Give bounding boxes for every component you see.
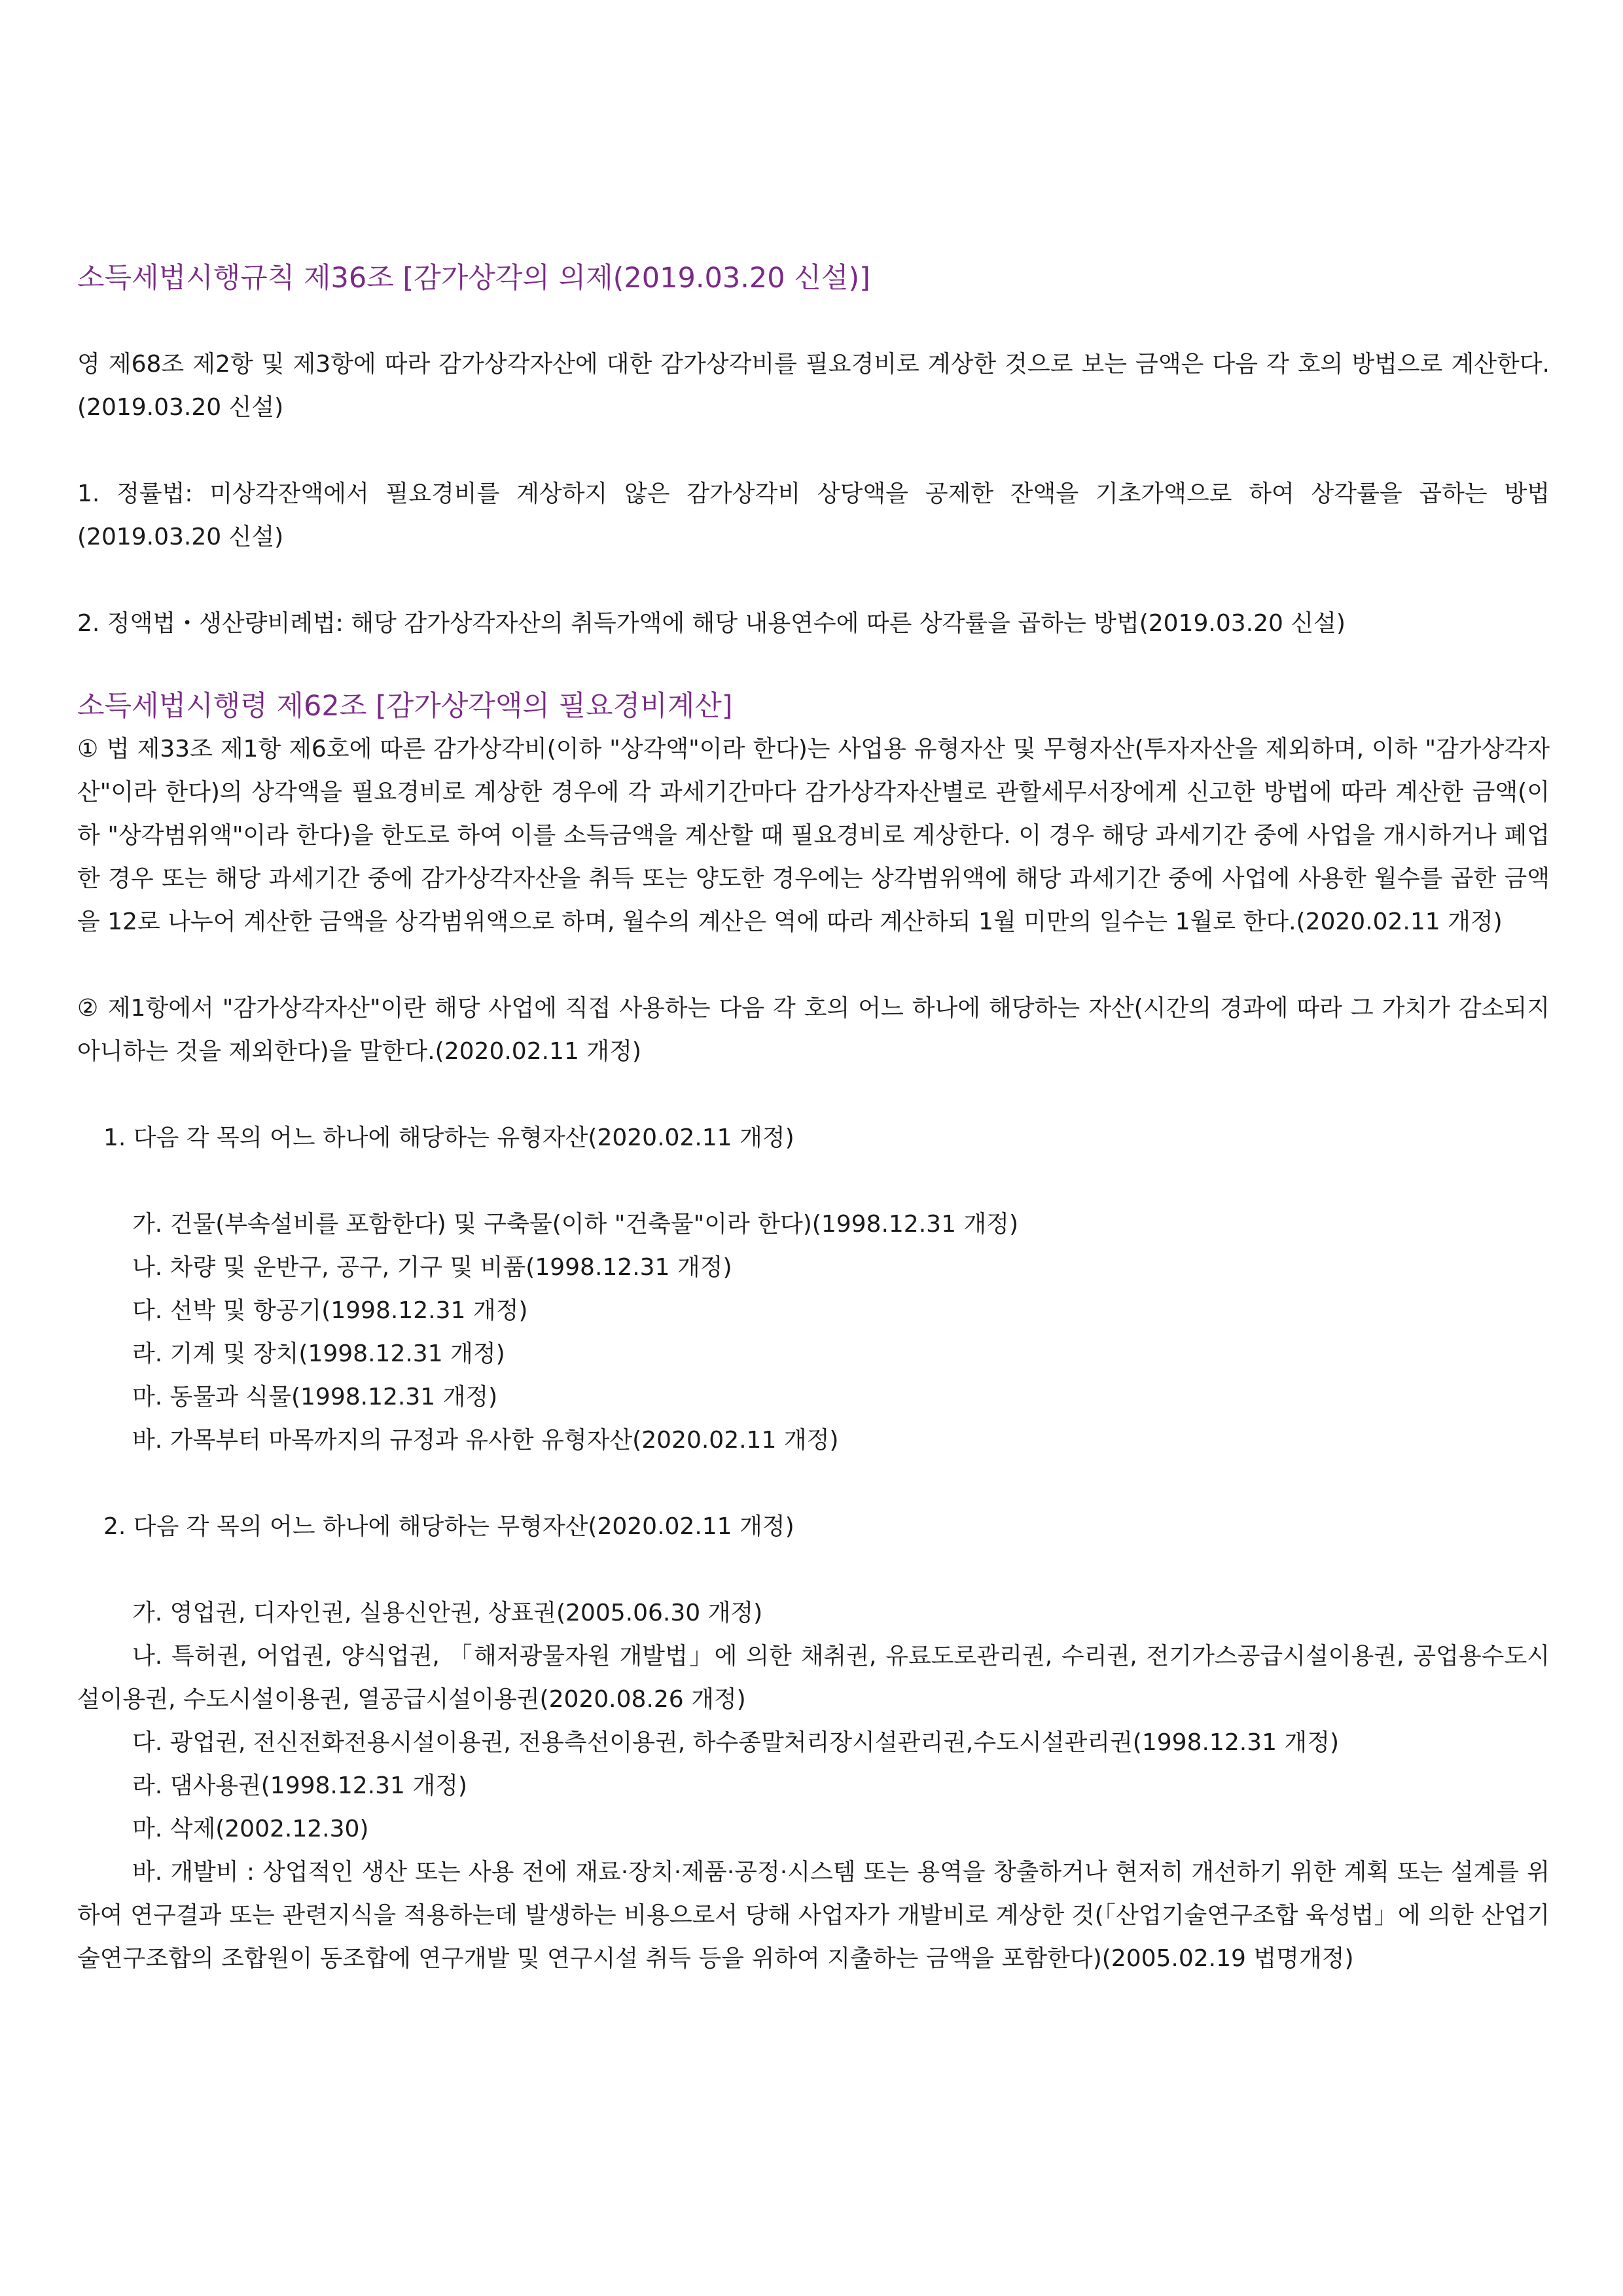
list-item: 다. 선박 및 항공기(1998.12.31 개정) (132, 1297, 528, 1324)
list-item: 라. 댐사용권(1998.12.31 개정) (132, 1772, 467, 1799)
list-item: 마. 삭제(2002.12.30) (132, 1816, 369, 1842)
list-item: 바. 개발비 : 상업적인 생산 또는 사용 전에 재료·장치·제품·공정·시스템 또는 용역을 창출하거나 현저히 개선하기 위한 계획 또는 설계를 위하여 연구결과 또는 관련지식을 적용하는데 발생하는 비용으로서 당해 사업자가 개발비로 계상한 것(「산업기술연구조합 육성법」에 의한 산업기술연구조합의 조합원이 동조합에 연구개발 및 연구시설 취득 등을 위하여 지출하는 금액을 포함한다)(2005.02.19 법명개정) (77, 1859, 1550, 1972)
section-heading-decree-62: 소득세법시행령 제62조 [감가상각액의 필요경비계산] (77, 690, 733, 723)
paragraph-declining-balance: 1. 정률법: 미상각잔액에서 필요경비를 계상하지 않은 감가상각비 상당액을 공제한 잔액을 기초가액으로 하여 상각률을 곱하는 방법(2019.03.20 신설) (77, 480, 1550, 550)
list-item: 가. 영업권, 디자인권, 실용신안권, 상표권(2005.06.30 개정) (132, 1600, 763, 1626)
paragraph-straight-line: 2. 정액법・생산량비례법: 해당 감가상각자산의 취득가액에 해당 내용연수에 따른 상각률을 곱하는 방법(2019.03.20 신설) (77, 610, 1346, 637)
list-item: 나. 특허권, 어업권, 양식업권, 「해저광물자원 개발법」에 의한 채취권, 유료도로관리권, 수리권, 전기가스공급시설이용권, 공업용수도시설이용권, 수도시설이용권, 열공급시설이용권(2020.08.26 개정) (77, 1643, 1550, 1713)
item-tangible-assets-title: 1. 다음 각 목의 어느 하나에 해당하는 유형자산(2020.02.11 개정) (103, 1124, 794, 1151)
item-intangible-assets-title: 2. 다음 각 목의 어느 하나에 해당하는 무형자산(2020.02.11 개정) (103, 1513, 794, 1540)
list-item: 마. 동물과 식물(1998.12.31 개정) (132, 1384, 498, 1410)
list-item: 라. 기계 및 장치(1998.12.31 개정) (132, 1340, 505, 1367)
list-item: 다. 광업권, 전신전화전용시설이용권, 전용측선이용권, 하수종말처리장시설관리권,수도시설관리권(1998.12.31 개정) (132, 1729, 1340, 1756)
list-item: 가. 건물(부속설비를 포함한다) 및 구축물(이하 "건축물"이라 한다)(1998.12.31 개정) (132, 1211, 1019, 1238)
list-item: 바. 가목부터 마목까지의 규정과 유사한 유형자산(2020.02.11 개정) (132, 1427, 839, 1454)
document-page (77, 257, 1550, 1981)
paragraph-clause-2: ② 제1항에서 "감가상각자산"이란 해당 사업에 직접 사용하는 다음 각 호의 어느 하나에 해당하는 자산(시간의 경과에 따라 그 가치가 감소되지 아니하는 것을 제외한다)을 말한다.(2020.02.11 개정) (77, 995, 1550, 1065)
section-heading-rule-36: 소득세법시행규칙 제36조 [감가상각의 의제(2019.03.20 신설)] (77, 262, 870, 295)
paragraph-intro: 영 제68조 제2항 및 제3항에 따라 감가상각자산에 대한 감가상각비를 필요경비로 계상한 것으로 보는 금액은 다음 각 호의 방법으로 계산한다.(2019.03.20 신설) (77, 351, 1550, 421)
list-item: 나. 차량 및 운반구, 공구, 기구 및 비품(1998.12.31 개정) (132, 1254, 732, 1281)
paragraph-clause-1: ① 법 제33조 제1항 제6호에 따른 감가상각비(이하 "상각액"이라 한다)는 사업용 유형자산 및 무형자산(투자자산을 제외하며, 이하 "감가상각자산"이라 한다)의 상각액을 필요경비로 계상한 경우에 각 과세기간마다 감가상각자산별로 관할세무서장에게 신고한 방법에 따라 계산한 금액(이하 "상각범위액"이라 한다)을 한도로 하여 이를 소득금액을 계산할 때 필요경비로 계상한다. 이 경우 해당 과세기간 중에 사업을 개시하거나 폐업한 경우 또는 해당 과세기간 중에 감가상각자산을 취득 또는 양도한 경우에는 상각범위액에 해당 과세기간 중에 사업에 사용한 월수를 곱한 금액을 12로 나누어 계산한 금액을 상각범위액으로 하며, 월수의 계산은 역에 따라 계산하되 1월 미만의 일수는 1월로 한다.(2020.02.11 개정) (77, 736, 1550, 935)
